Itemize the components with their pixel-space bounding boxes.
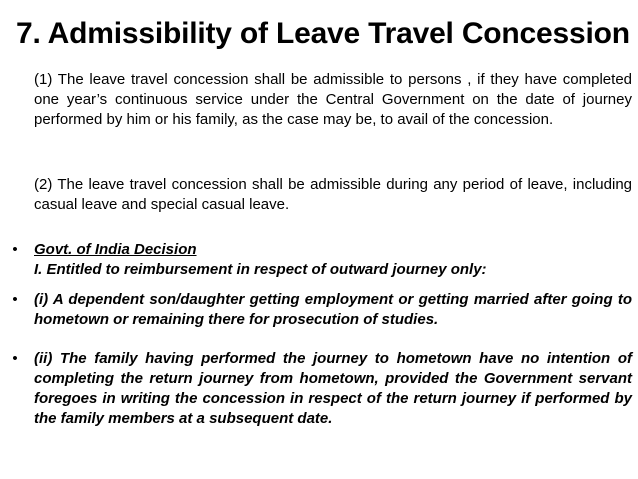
title-text: Admissibility of Leave Travel Concession (40, 17, 630, 50)
paragraph-1: (1) The leave travel concession shall be admissible to persons , if they have completed one year’s continuous service under the Central Government on the date of journey performed by him or his family, as the case may be, to avail of the concession. (34, 71, 632, 128)
bullet-item-i-text: (i) A dependent son/daughter getting employment or getting married after going to hometown or remaining there for prosecution of studies. (34, 291, 632, 328)
title-number: 7 (16, 17, 33, 50)
title-separator: . (32, 17, 41, 50)
decision-heading: Govt. of India Decision (34, 241, 197, 258)
paragraph-2: (2) The leave travel concession shall be admissible during any period of leave, including casual leave and special casual leave. (34, 176, 632, 213)
bullet-marker: • (12, 291, 18, 308)
bullet-item-ii (8, 349, 632, 429)
bullet-item-i (8, 290, 632, 330)
bullet-marker: • (12, 241, 18, 258)
slide-title (16, 14, 631, 54)
bullet-item-ii-text: (ii) The family having performed the journey to hometown have no intention of completing the return journey from hometown, provided the Government servant foregoes in writing the concession in respect of the return journey if performed by the family members at a subsequent date. (34, 350, 632, 427)
bullet-marker: • (12, 350, 18, 367)
decision-subheading: I. Entitled to reimbursement in respect of outward journey only: (34, 261, 487, 278)
bullet-decision (8, 240, 632, 280)
